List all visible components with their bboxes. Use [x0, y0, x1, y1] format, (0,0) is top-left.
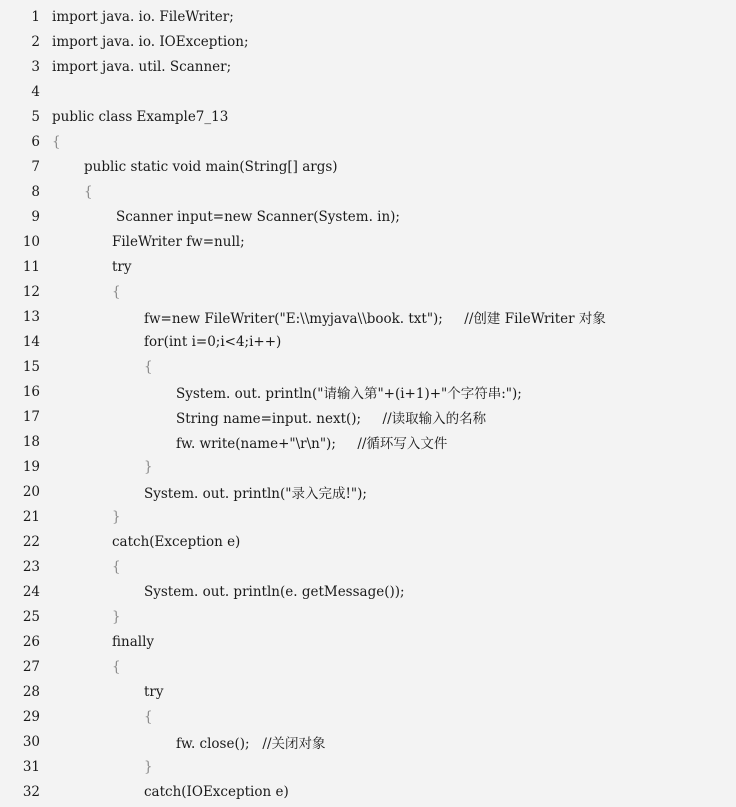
code-line: [0, 129, 736, 154]
line-number: 3: [31, 58, 40, 75]
line-number: 5: [31, 108, 40, 125]
code-line: [0, 704, 736, 729]
code-text: public class Example7_13: [52, 108, 229, 125]
code-text: public static void main(String[] args): [84, 158, 338, 175]
line-number: 32: [22, 783, 40, 800]
code-text: {: [112, 658, 121, 675]
line-number: 13: [22, 308, 40, 325]
code-line: [0, 504, 736, 529]
code-text: finally: [112, 633, 155, 650]
code-line: [0, 654, 736, 679]
code-text: for(int i=0;i<4;i++): [144, 333, 282, 350]
code-line: [0, 104, 736, 129]
code-text: String name=input. next(); //读取输入的名称: [176, 410, 487, 427]
line-number: 17: [22, 408, 40, 425]
code-line: [0, 254, 736, 279]
code-text: import java. io. FileWriter;: [52, 8, 234, 25]
code-line: [0, 29, 736, 54]
line-number: 20: [22, 483, 40, 500]
code-line: [0, 754, 736, 779]
line-number: 2: [31, 33, 40, 50]
code-text: try: [112, 258, 132, 275]
line-number: 4: [31, 83, 40, 100]
line-number: 6: [31, 133, 40, 150]
code-line: [0, 404, 736, 429]
code-text: System. out. println(e. getMessage());: [144, 583, 405, 600]
code-line: [0, 54, 736, 79]
line-number: 23: [22, 558, 40, 575]
code-line: [0, 354, 736, 379]
code-text: fw. write(name+"\r\n"); //循环写入文件: [176, 435, 448, 452]
code-line: [0, 579, 736, 604]
code-line: [0, 479, 736, 504]
code-text: {: [112, 283, 121, 300]
line-number: 10: [22, 233, 40, 250]
line-number: 31: [22, 758, 40, 775]
code-text: System. out. println("请输入第"+(i+1)+"个字符串:");: [176, 385, 522, 402]
code-text: catch(Exception e): [112, 533, 241, 550]
line-number: 14: [22, 333, 40, 350]
code-text: }: [144, 458, 153, 475]
code-line: [0, 529, 736, 554]
code-text: {: [144, 708, 153, 725]
code-text: fw=new FileWriter("E:\\myjava\\book. txt"); //创建 FileWriter 对象: [144, 310, 606, 327]
line-number: 22: [22, 533, 40, 550]
code-line: [0, 379, 736, 404]
code-line: [0, 604, 736, 629]
code-line: [0, 279, 736, 304]
code-line: [0, 304, 736, 329]
line-number: 25: [22, 608, 40, 625]
code-line: [0, 454, 736, 479]
code-text: }: [112, 508, 121, 525]
line-number: 26: [22, 633, 40, 650]
line-number: 7: [31, 158, 40, 175]
code-text: {: [84, 183, 93, 200]
line-number: 11: [22, 258, 40, 275]
code-line: [0, 4, 736, 29]
code-text: {: [144, 358, 153, 375]
line-number: 15: [22, 358, 40, 375]
line-number: 12: [22, 283, 40, 300]
code-line: [0, 204, 736, 229]
line-number: 24: [22, 583, 40, 600]
code-line: [0, 554, 736, 579]
line-number: 30: [22, 733, 40, 750]
line-number: 19: [22, 458, 40, 475]
code-text: try: [144, 683, 164, 700]
code-line: [0, 779, 736, 804]
code-text: catch(IOException e): [144, 783, 289, 800]
line-number: 8: [31, 183, 40, 200]
code-line: [0, 679, 736, 704]
code-text: fw. close(); //关闭对象: [176, 735, 326, 752]
line-number: 21: [22, 508, 40, 525]
line-number: 27: [22, 658, 40, 675]
code-text: {: [52, 133, 61, 150]
code-text: }: [144, 758, 153, 775]
code-text: System. out. println("录入完成!");: [144, 485, 367, 502]
line-number: 1: [31, 8, 40, 25]
code-line: [0, 154, 736, 179]
code-line: [0, 729, 736, 754]
line-number: 18: [22, 433, 40, 450]
code-text: FileWriter fw=null;: [112, 233, 245, 250]
code-line: [0, 79, 736, 104]
line-number: 16: [22, 383, 40, 400]
code-line: [0, 179, 736, 204]
code-text: }: [112, 608, 121, 625]
code-line: [0, 629, 736, 654]
line-number: 29: [22, 708, 40, 725]
code-text: import java. io. IOException;: [52, 33, 249, 50]
code-text: {: [112, 558, 121, 575]
code-line: [0, 229, 736, 254]
line-number: 9: [31, 208, 40, 225]
code-line: [0, 329, 736, 354]
code-text: Scanner input=new Scanner(System. in);: [116, 208, 400, 225]
code-line: [0, 429, 736, 454]
line-number: 28: [22, 683, 40, 700]
code-text: import java. util. Scanner;: [52, 58, 232, 75]
